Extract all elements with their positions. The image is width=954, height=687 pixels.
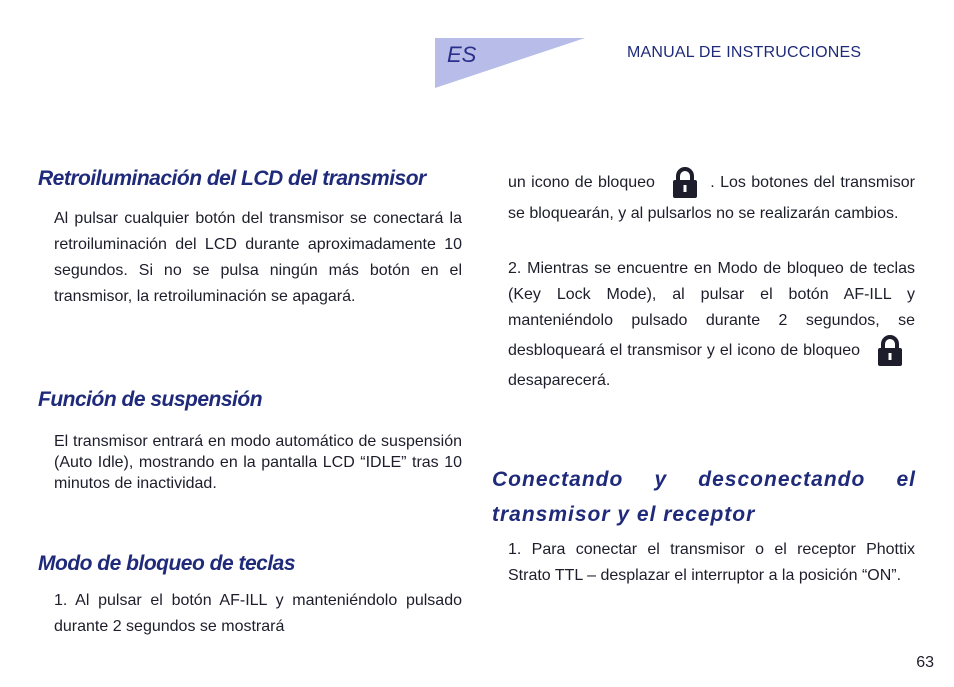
section-body-suspension: El transmisor entrará en modo automático de suspensión (Auto Idle), mostrando en la pantalla LCD “IDLE” tras 10 minutos de inactividad.	[54, 433, 462, 492]
section-title-connecting: Conectando y desconectando el transmisor y el receptor	[492, 468, 916, 526]
section-body-backlight: Al pulsar cualquier botón del transmisor se conectará la retroiluminación del LCD durante aproximadamente 10 segundos. Si no se pulsa ningún más botón en el transmisor, la retroiluminación se apagará.	[54, 210, 462, 305]
language-label: ES	[447, 42, 477, 67]
unlock-text-after: desaparecerá.	[508, 372, 611, 389]
keylock-continued-paragraph	[508, 166, 915, 227]
manual-title: MANUAL DE INSTRUCCIONES	[627, 44, 862, 61]
section-body-connecting: 1. Para conectar el transmisor o el receptor Phottix Strato TTL – desplazar el interruptor a la posición “ON”.	[508, 541, 915, 584]
section-title-suspension: Función de suspensión	[38, 388, 263, 411]
section-title-keylock: Modo de bloqueo de teclas	[38, 552, 296, 575]
section-title-backlight: Retroiluminación del LCD del transmisor	[38, 167, 426, 190]
lock-icon	[668, 166, 702, 200]
lock-icon	[873, 334, 907, 368]
unlock-text-before: 2. Mientras se encuentre en Modo de bloqueo de teclas (Key Lock Mode), al pulsar el botón AF-ILL y manteniéndolo pulsado durante 2 segundos, se desbloqueará el transmisor y el icono de bloqueo	[508, 260, 915, 360]
keylock-text-after: . Los botones del transmisor se bloquearán, y al pulsarlos no se realizarán cambios.	[508, 174, 915, 222]
keylock-text-before: un icono de bloqueo	[508, 174, 655, 192]
page-number: 63	[916, 654, 934, 671]
unlock-paragraph	[508, 256, 915, 394]
section-body-keylock: 1. Al pulsar el botón AF-ILL y manteniéndolo pulsado durante 2 segundos se mostrará	[54, 592, 462, 635]
